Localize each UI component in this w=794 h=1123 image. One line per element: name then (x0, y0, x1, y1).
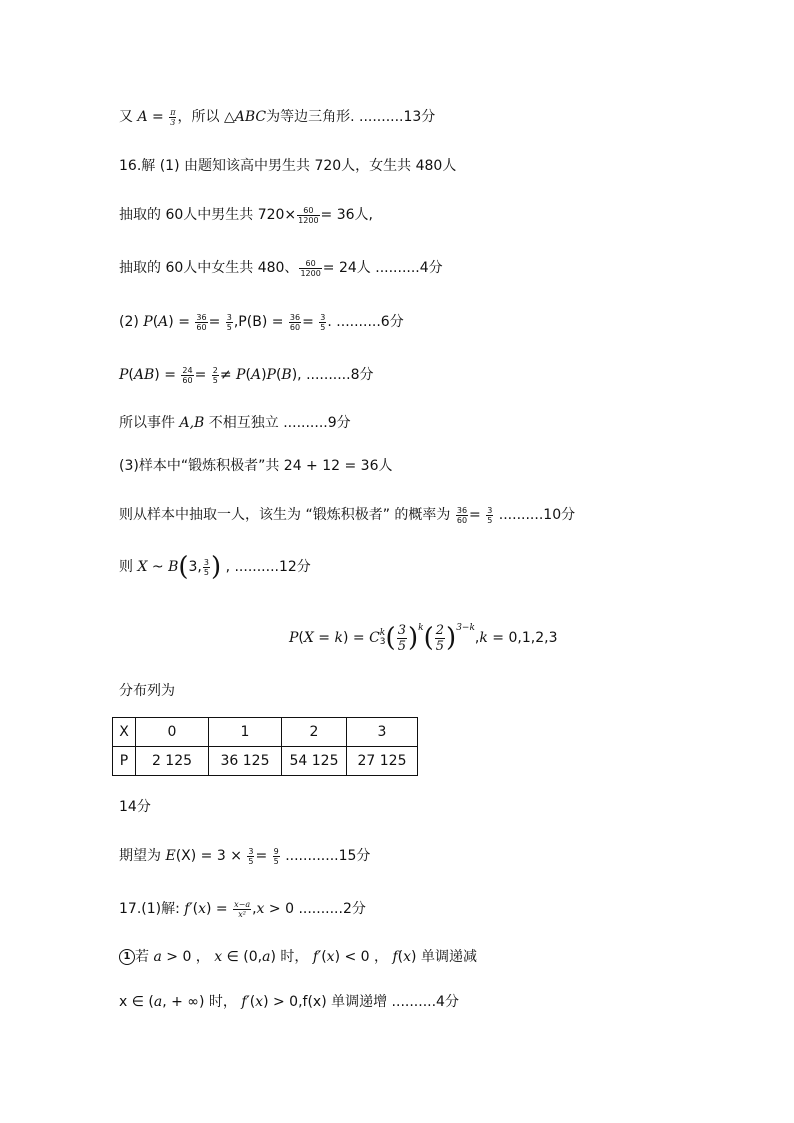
paren-close: ) (407, 623, 419, 653)
fraction: $\frac{60}{1200}$ (300, 258, 321, 278)
table-cell: 1 (209, 718, 282, 747)
table-row (113, 747, 418, 776)
line-active-count: (3)样本中“锻炼积极者”共 24 + 12 = 36人 (119, 458, 393, 474)
line-q17-derivative: 17.(1)解: f′(x) = $\frac{x-a}{\text{x²}}$ ,x > 0 ..........2分 (119, 899, 366, 919)
paren-open: ( (385, 623, 396, 653)
line-distribution-heading: 分布列为 (119, 683, 175, 699)
fraction: $\frac{3}{5}$ (397, 622, 406, 654)
fraction: $\frac{2}{5}$ (212, 365, 218, 385)
paren-open: ( (178, 552, 189, 582)
table-cell: P (113, 747, 136, 776)
line-14-points: 14分 (119, 799, 151, 815)
distribution-table (112, 717, 418, 776)
table-row (113, 718, 418, 747)
binomial-formula: P(X = k) = C k 3 ( $\frac{3}{5}$ )$^k$( $\frac{2}{5}$ )$^{3-k}$,k = 0,1,2,3 (289, 622, 558, 654)
circled-number: 1 (119, 949, 135, 965)
fraction: $\frac{36}{60}$ (289, 312, 301, 332)
fraction: $\frac{3}{5}$ (320, 312, 326, 332)
table-cell: 54 125 (282, 747, 347, 776)
line-prob-a-b: (2) P(A) = $\frac{36}{60}$ = $\frac{3}{5}$ ,P(B) = $\frac{36}{60}$ = $\frac{3}{5}$ . ..........6分 (119, 312, 404, 332)
fraction: $\frac{\pi}{3}$ (170, 107, 176, 127)
line-case-decreasing: 1 若 a > 0 ， x ∈ (0,a) 时， f′(x) < 0 ， f(x) 单调递减 (119, 947, 477, 967)
line-expectation: 期望为 E(X) = 3 × $\frac{3}{5}$ = $\frac{9}{5}$ ............15分 (119, 846, 371, 866)
line-case-increasing: x ∈ (a, + ∞) 时， f′(x) > 0,f(x) 单调递增 ..........4分 (119, 994, 459, 1010)
fraction: $\frac{24}{60}$ (182, 365, 193, 385)
paren-close: ) (446, 623, 457, 653)
fraction: $\frac{x-a}{\text{x²}}$ (234, 899, 251, 919)
paren-close: ) (210, 552, 222, 582)
line-not-independent: 所以事件 A,B 不相互独立 ..........9分 (119, 415, 351, 431)
fraction: $\frac{36}{60}$ (456, 505, 468, 525)
fraction: $\frac{3}{5}$ (226, 312, 232, 332)
fraction: $\frac{3}{5}$ (248, 846, 254, 866)
fraction: $\frac{9}{5}$ (273, 846, 279, 866)
table-cell: X (113, 718, 136, 747)
table-cell: 3 (347, 718, 418, 747)
line-binomial: 则 X ~ B(3, $\frac{3}{5}$ ) , ..........12分 (119, 552, 311, 582)
fraction: $\frac{2}{5}$ (435, 622, 445, 654)
fraction: $\frac{3}{5}$ (203, 557, 209, 577)
table-cell: 0 (136, 718, 209, 747)
line-boys-sampled: 抽取的 60人中男生共 720× $\frac{60}{1200}$ = 36人, (119, 205, 373, 225)
line-active-prob: 则从样本中抽取一人，该生为 “锻炼积极者” 的概率为 $\frac{36}{60}$ = $\frac{3}{5}$ ..........10分 (119, 505, 576, 525)
combination-indices: k 3 (379, 628, 386, 647)
line-prob-ab: P(AB) = $\frac{24}{60}$ = $\frac{2}{5}$ ≠ P(A)P(B), ..........8分 (119, 365, 374, 385)
fraction: $\frac{36}{60}$ (196, 312, 207, 332)
table-cell: 2 125 (136, 747, 209, 776)
fraction: $\frac{60}{1200}$ (298, 205, 319, 225)
table-cell: 27 125 (347, 747, 418, 776)
table-cell: 36 125 (209, 747, 282, 776)
line-girls-sampled: 抽取的 60人中女生共 480、 $\frac{60}{1200}$ = 24人 ..........4分 (119, 258, 443, 278)
fraction: $\frac{3}{5}$ (487, 505, 493, 525)
line-q16-intro: 16.解 (1) 由题知该高中男生共 720人，女生共 480人 (119, 158, 457, 174)
table-cell: 2 (282, 718, 347, 747)
line-conclusion-equilateral: 又 A = $\frac{\pi}{3}$ ，所以 △ABC为等边三角形. ..........13分 (119, 107, 436, 127)
paren-open: ( (423, 623, 434, 653)
